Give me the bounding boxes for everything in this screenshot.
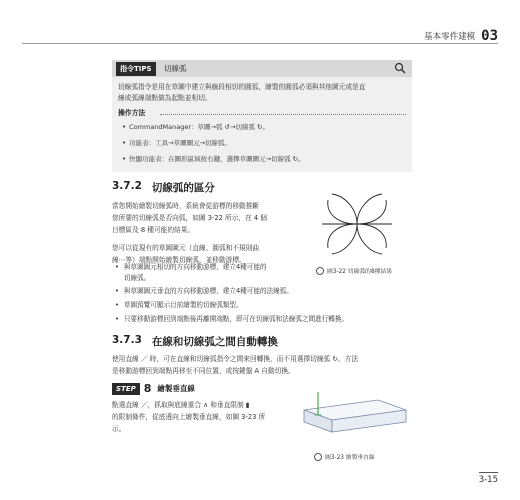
step-number: 8 — [143, 382, 152, 395]
tip-body-line: 線或弧線端點做為起點並相切。 — [118, 94, 212, 102]
section1-para1: 當您開始繪製切線弧時，系統會從游標的移動推斷 您所要的切線弧是否向弧，如圖 3-22 所示，在 4 個 目標區及 8 種可能的結果。 — [112, 202, 267, 234]
tip-bullet: • CommandManager：草圖→弧 ↺→切線弧 ↻。 — [122, 122, 269, 131]
step-heading — [112, 382, 195, 395]
ops-divider — [160, 114, 406, 115]
figure-caption: 圖3-22 切線弧的8種結果 — [316, 266, 392, 275]
section-heading: 3.7.2 切線弧的區分 — [112, 180, 215, 194]
tip-bullet: • 功能表：工具→草圖圖元→切線弧。 — [122, 138, 232, 147]
figure-mark-icon — [314, 453, 322, 461]
list-item: • 與草圖圖元垂直的方向移動游標，建立4種可能的法線弧。 — [115, 287, 293, 295]
figure-caption: 圖3-23 繪製垂直線 — [314, 452, 375, 461]
step-badge: STEP — [112, 383, 140, 395]
tip-bar — [112, 60, 412, 77]
section2-para: 使用直線 ／ 時，可在直線和切線弧指令之間來回轉換，而不用選擇切線弧 ↻。方法 是移動游標回到端點再移至不同位置，或按鍵盤 A 自動切換。 — [112, 355, 359, 375]
tangent-arcs-figure — [318, 190, 396, 258]
header-title: 基本零件建模 — [424, 32, 476, 42]
tip-name: 切線弧 — [164, 64, 187, 73]
ops-title: 操作方法 — [118, 109, 146, 117]
chapter-number: 03 — [481, 28, 498, 44]
section1-para2: 您可以從現有的草圖圖元（直線、圓弧和不規則曲 線⋯等）端點開始繪製切線弧，並移動游標。 — [112, 244, 260, 264]
figure-mark-icon — [316, 267, 324, 275]
step-para: 點選直線 ／，抓取與底線重合 ∧ 和垂直限制 ▮ 的限制條件，從底邊向上繪製垂直線，如圖 3-23 所 示。 — [112, 401, 266, 433]
list-item: • 與草圖圖元相切的方向移動游標，建立4種可能的 切線弧。 — [115, 263, 267, 282]
section-heading: 3.7.3 在線和切線弧之間自動轉換 — [112, 334, 278, 348]
tip-body-line: 切線弧指令是用在草圖中建立與線段相切的圓弧，繪製的圓弧必須與其他圖元或是直 — [118, 83, 366, 91]
list-item: • 草圖預覽可顯示目前繪製的切線弧類型。 — [115, 301, 243, 309]
tip-bullet: • 快顯功能表：在圖形區域按右鍵，選擇草圖圖元→切線弧 ↻。 — [122, 154, 305, 163]
page-header — [424, 28, 498, 44]
tip-box — [112, 60, 412, 172]
page-number: 3-15 — [479, 472, 498, 485]
list-item: • 只要移動游標回到端點後再離開端點，即可在切線弧和法線弧之間進行轉換。 — [115, 315, 349, 323]
header-rule — [22, 43, 498, 44]
tip-badge: 指令TIPS — [116, 62, 156, 76]
search-icon — [394, 62, 406, 74]
tip-body — [118, 82, 406, 104]
step-title: 繪製垂直線 — [157, 384, 195, 393]
vertical-line-figure — [298, 388, 410, 448]
